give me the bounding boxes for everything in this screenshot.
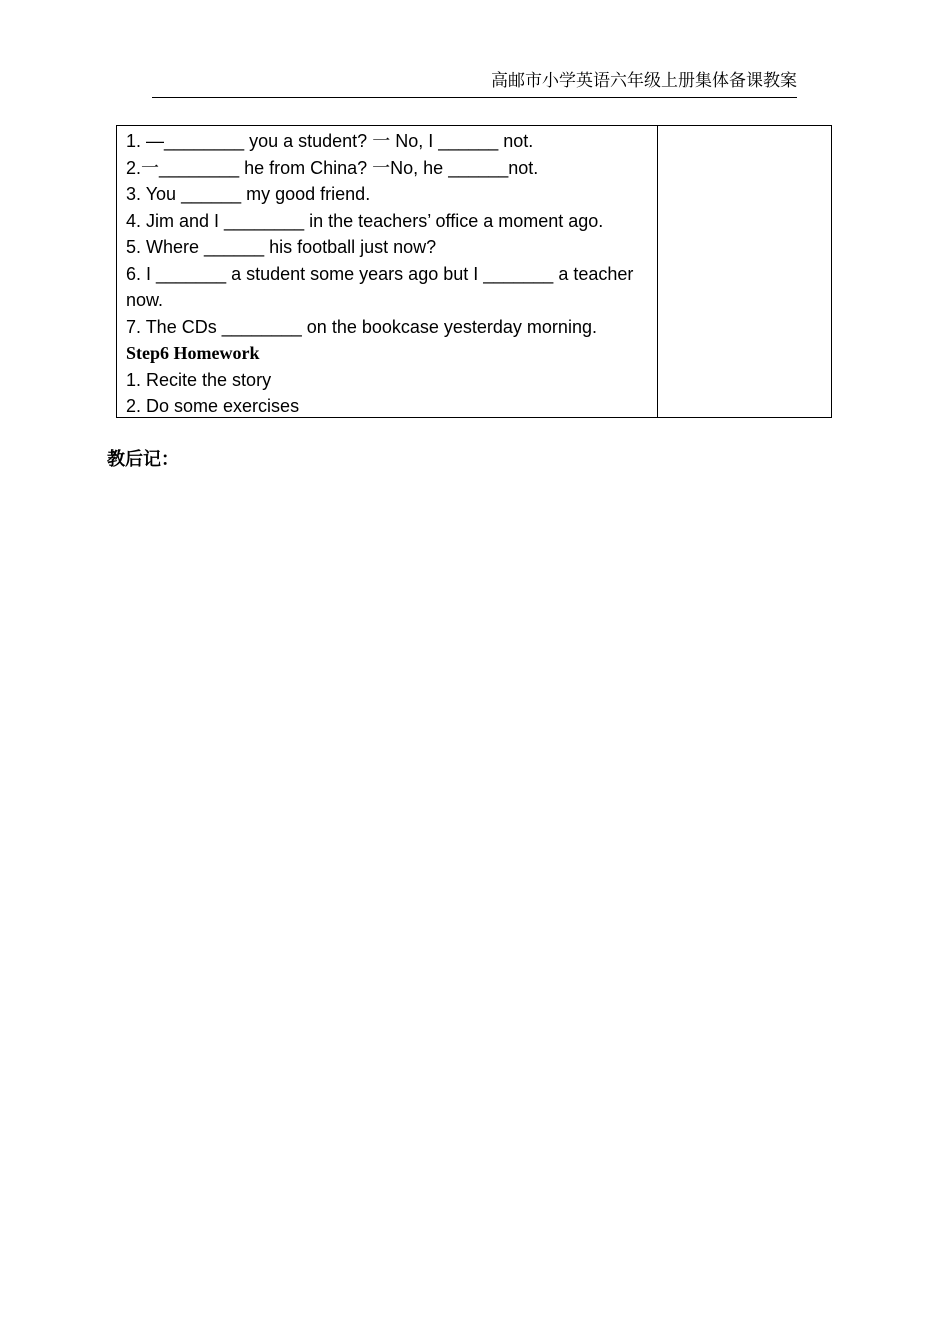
homework-heading: Step6 Homework [126, 343, 260, 363]
homework-item-2: 2. Do some exercises [126, 396, 300, 416]
exercise-cell [117, 126, 658, 417]
document-title: 高邮市小学英语六年级上册集体备课教案 [491, 71, 797, 90]
exercise-item-6: 6. I _______ a student some years ago but I _______ a teacher now. [126, 263, 634, 310]
exercise-item-4: 4. Jim and I ________ in the teachers’ office a moment ago. [126, 210, 604, 231]
exercise-item-5: 5. Where ______ his football just now? [126, 237, 437, 257]
notes-cell [658, 126, 831, 417]
exercise-item-2: 2.一________ he from China? 一No, he ______not. [126, 157, 539, 178]
exercise-item-1: 1. —________ you a student? 一 No, I ______ not. [126, 131, 534, 151]
homework-item-1: 1. Recite the story [126, 369, 272, 390]
page-header [152, 66, 797, 98]
exercise-item-7: 7. The CDs ________ on the bookcase yesterday morning. [126, 316, 597, 337]
lesson-table [116, 125, 832, 418]
exercise-item-3: 3. You ______ my good friend. [126, 184, 371, 204]
after-class-notes-label: 教后记： [107, 449, 179, 469]
